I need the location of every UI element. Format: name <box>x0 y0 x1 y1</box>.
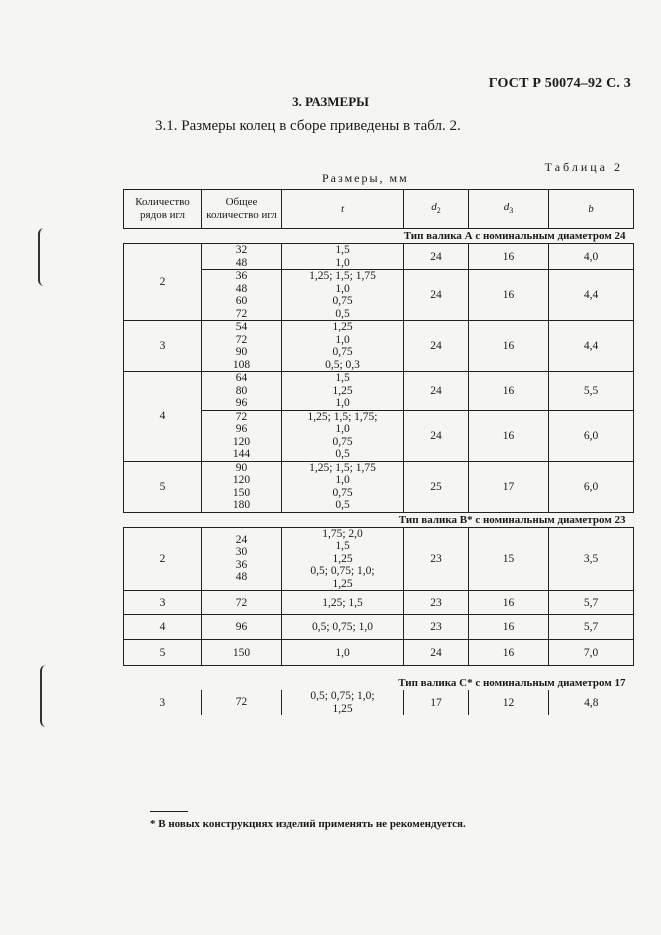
cell-line: 1,25; 1,5 <box>322 596 363 609</box>
document-header: ГОСТ Р 50074–92 С. 3 <box>488 76 631 91</box>
rows-count-cell: 5 <box>124 640 202 666</box>
cell-line: 0,75 <box>332 435 353 448</box>
d3-cell: 12 <box>469 690 549 715</box>
d2-cell: 24 <box>404 321 469 372</box>
needles-cell <box>202 321 282 372</box>
b-cell: 6,0 <box>549 461 634 512</box>
d3-cell: 16 <box>469 410 549 461</box>
t-cell <box>282 615 404 640</box>
cell-line: 72 <box>235 307 248 320</box>
dimensions-table <box>123 189 634 715</box>
b-cell: 5,5 <box>549 372 634 411</box>
cell-line: 150 <box>232 486 251 499</box>
needles-cell <box>202 615 282 640</box>
t-cell <box>282 640 404 666</box>
cell-line: 72 <box>235 333 248 346</box>
cell-line: 0,5; 0,75; 1,0 <box>311 621 373 633</box>
rows-count-cell: 2 <box>124 244 202 321</box>
cell-line: 48 <box>235 282 248 295</box>
d2-cell: 24 <box>404 640 469 666</box>
cell-line: 120 <box>232 474 251 486</box>
t-cell <box>282 321 404 372</box>
cell-line: 108 <box>232 358 251 371</box>
cell-line: 0,5 <box>335 307 350 320</box>
needles-cell <box>202 244 282 270</box>
cell-line: 1,0 <box>335 646 350 659</box>
cell-line: 0,5; 0,3 <box>325 358 360 371</box>
cell-line: 32 <box>235 244 248 256</box>
needles-cell <box>202 461 282 512</box>
d3-cell: 15 <box>469 527 549 591</box>
footnote-rule <box>150 811 188 812</box>
cell-line: 0,75 <box>332 346 353 358</box>
cell-line: 96 <box>235 397 248 409</box>
cell-line: 1,75; 2,0 <box>322 527 363 540</box>
cell-line: 1,25; 1,5; 1,75 <box>309 461 376 474</box>
needles-cell <box>202 372 282 411</box>
header-d3: $d_3$ <box>469 190 549 229</box>
header-total-needles: Общее количество игл <box>202 190 282 229</box>
d2-cell: 24 <box>404 270 469 321</box>
table-row <box>124 461 634 512</box>
cell-line: 0,75 <box>332 295 353 307</box>
t-cell <box>282 461 404 512</box>
d2-cell: 25 <box>404 461 469 512</box>
header-d2: $d_2$ <box>404 190 469 229</box>
cell-line: 1,25 <box>332 552 353 565</box>
cell-line: 96 <box>235 423 248 435</box>
cell-line: 1,0 <box>335 423 350 435</box>
header-t: t <box>282 190 404 229</box>
d2-cell: 24 <box>404 410 469 461</box>
cell-line: 54 <box>235 321 248 333</box>
table-row <box>124 244 634 270</box>
cell-line: 90 <box>235 346 248 358</box>
margin-bracket <box>40 665 47 727</box>
needles-cell <box>202 527 282 591</box>
table-row <box>124 527 634 591</box>
cell-line: 1,0 <box>335 474 350 486</box>
cell-line: 144 <box>232 448 251 460</box>
d3-cell: 16 <box>469 321 549 372</box>
cell-line: 30 <box>235 546 248 559</box>
cell-line: 24 <box>235 533 248 546</box>
b-cell: 5,7 <box>549 615 634 640</box>
cell-line: 180 <box>232 499 251 511</box>
table-header-row <box>124 190 634 229</box>
d2-cell: 23 <box>404 527 469 591</box>
rows-count-cell: 2 <box>124 527 202 591</box>
rows-count-cell: 3 <box>124 321 202 372</box>
d2-cell: 24 <box>404 244 469 270</box>
rows-count-cell: 3 <box>124 690 202 715</box>
d3-cell: 16 <box>469 270 549 321</box>
header-b: b <box>549 190 634 229</box>
needles-cell <box>202 690 282 715</box>
cell-line: 1,0 <box>335 397 350 409</box>
t-cell <box>282 591 404 615</box>
b-cell: 4,4 <box>549 321 634 372</box>
type-row-c: Тип валика С* с номинальным диаметром 17 <box>398 677 626 689</box>
cell-line: 0,5; 0,75; 1,0; <box>310 565 375 577</box>
table-row <box>124 372 634 411</box>
d2-cell: 23 <box>404 615 469 640</box>
cell-line: 96 <box>235 621 248 633</box>
cell-line: 0,5 <box>335 499 350 511</box>
rows-count-cell: 4 <box>124 372 202 462</box>
b-cell: 7,0 <box>549 640 634 666</box>
rows-count-cell: 5 <box>124 461 202 512</box>
cell-line: 60 <box>235 295 248 307</box>
cell-line: 0,75 <box>332 486 353 499</box>
cell-line: 1,25 <box>332 702 353 715</box>
table-subcaption: Размеры, мм <box>322 171 409 185</box>
cell-line: 72 <box>235 696 248 709</box>
spacer-row <box>124 666 634 677</box>
b-cell: 5,7 <box>549 591 634 615</box>
needles-cell <box>202 270 282 321</box>
cell-line: 150 <box>232 646 251 659</box>
cell-line: 72 <box>235 596 248 609</box>
d3-cell: 16 <box>469 244 549 270</box>
b-cell: 4,4 <box>549 270 634 321</box>
cell-line: 64 <box>235 372 248 384</box>
t-cell <box>282 410 404 461</box>
cell-line: 72 <box>235 410 248 423</box>
table-row <box>124 591 634 615</box>
cell-line: 48 <box>235 256 248 269</box>
t-cell <box>282 527 404 591</box>
b-cell: 4,8 <box>549 690 634 715</box>
table-row <box>124 321 634 372</box>
cell-line: 90 <box>235 461 248 474</box>
type-row-a: Тип валика А с номинальным диаметром 24 <box>124 229 634 244</box>
t-cell <box>282 270 404 321</box>
cell-line: 80 <box>235 384 248 397</box>
cell-line: 1,0 <box>335 282 350 295</box>
rows-count-cell: 3 <box>124 591 202 615</box>
cell-line: 1,5 <box>335 244 350 256</box>
footnote: * В новых конструкциях изделий применять не рекомендуется. <box>150 818 466 830</box>
cell-line: 1,25 <box>332 321 353 333</box>
cell-line: 0,5; 0,75; 1,0; <box>310 690 375 702</box>
table-row <box>124 640 634 666</box>
t-cell <box>282 372 404 411</box>
needles-cell <box>202 410 282 461</box>
d3-cell: 17 <box>469 461 549 512</box>
cell-line: 36 <box>235 270 248 282</box>
cell-line: 1,25 <box>332 384 353 397</box>
cell-line: 1,25; 1,5; 1,75; <box>307 410 378 423</box>
needles-cell <box>202 591 282 615</box>
type-row-b: Тип валика В* с номинальным диаметром 23 <box>124 512 634 527</box>
cell-line: 48 <box>235 571 248 584</box>
cell-line: 36 <box>235 558 248 571</box>
rows-count-cell: 4 <box>124 615 202 640</box>
d2-cell: 24 <box>404 372 469 411</box>
b-cell: 6,0 <box>549 410 634 461</box>
d3-cell: 16 <box>469 640 549 666</box>
cell-line: 1,25 <box>332 577 353 590</box>
header-rows-count: Количество рядов игл <box>124 190 202 229</box>
intro-paragraph: 3.1. Размеры колец в сборе приведены в табл. 2. <box>155 118 461 134</box>
needles-cell <box>202 640 282 666</box>
t-cell <box>282 690 404 715</box>
cell-line: 1,25; 1,5; 1,75 <box>309 270 376 282</box>
t-cell <box>282 244 404 270</box>
cell-line: 120 <box>232 435 251 448</box>
table-caption: Таблица 2 <box>544 160 623 174</box>
b-cell: 4,0 <box>549 244 634 270</box>
cell-line: 1,0 <box>335 333 350 346</box>
cell-line: 1,5 <box>335 540 350 552</box>
margin-bracket <box>38 228 45 286</box>
cell-line: 1,0 <box>335 256 350 269</box>
section-title: 3. РАЗМЕРЫ <box>292 94 369 109</box>
d3-cell: 16 <box>469 615 549 640</box>
cell-line: 0,5 <box>335 448 350 460</box>
b-cell: 3,5 <box>549 527 634 591</box>
table-row <box>124 615 634 640</box>
table-row <box>124 690 634 715</box>
d3-cell: 16 <box>469 372 549 411</box>
d3-cell: 16 <box>469 591 549 615</box>
d2-cell: 23 <box>404 591 469 615</box>
d2-cell: 17 <box>404 690 469 715</box>
cell-line: 1,5 <box>335 372 350 384</box>
